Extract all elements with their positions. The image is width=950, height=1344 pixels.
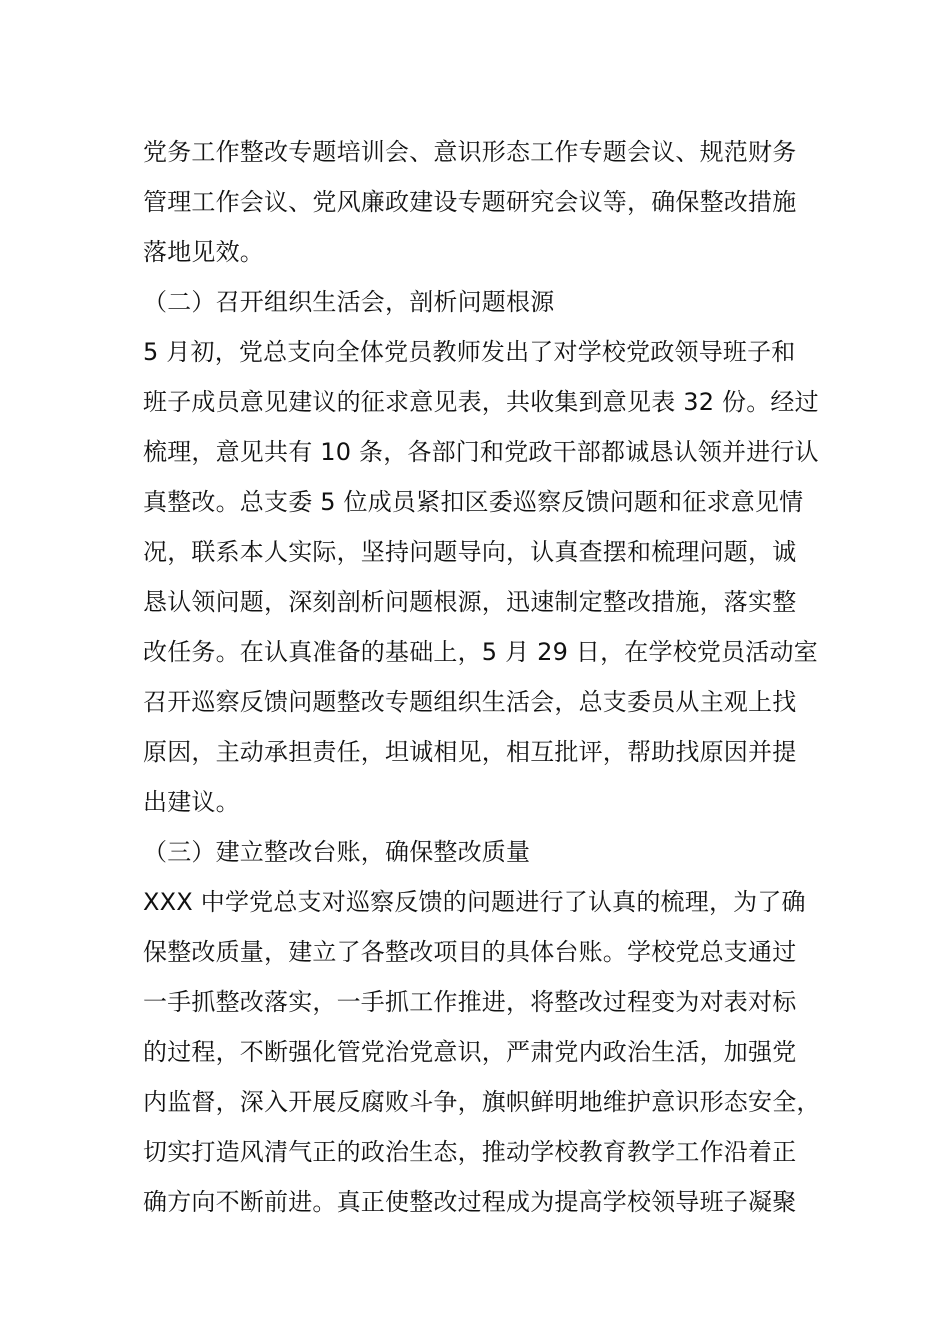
paragraph-line: XXX 中学党总支对巡察反馈的问题进行了认真的梳理，为了确: [143, 888, 806, 916]
paragraph-line: 党务工作整改专题培训会、意识形态工作专题会议、规范财务: [143, 138, 797, 166]
paragraph-line: 管理工作会议、党风廉政建设专题研究会议等，确保整改措施: [143, 188, 797, 216]
paragraph-line: 梳理，意见共有 10 条，各部门和党政干部都诚恳认领并进行认: [143, 438, 819, 466]
paragraph-line: 确方向不断前进。真正使整改过程成为提高学校领导班子凝聚: [143, 1188, 797, 1216]
section-heading: （二）召开组织生活会，剖析问题根源: [143, 288, 555, 316]
paragraph-line: 出建议。: [143, 788, 240, 816]
paragraph-line: 一手抓整改落实，一手抓工作推进，将整改过程变为对表对标: [143, 988, 797, 1016]
paragraph-line: 切实打造风清气正的政治生态，推动学校教育教学工作沿着正: [143, 1138, 797, 1166]
paragraph-line: 召开巡察反馈问题整改专题组织生活会，总支委员从主观上找: [143, 688, 797, 716]
section-heading: （三）建立整改台账，确保整改质量: [143, 838, 531, 866]
paragraph-line: 的过程，不断强化管党治党意识，严肃党内政治生活，加强党: [143, 1038, 797, 1066]
paragraph-line: 内监督，深入开展反腐败斗争，旗帜鲜明地维护意识形态安全，: [143, 1088, 821, 1116]
paragraph-line: 改任务。在认真准备的基础上，5 月 29 日，在学校党员活动室: [143, 638, 818, 666]
paragraph-line: 况，联系本人实际，坚持问题导向，认真查摆和梳理问题，诚: [143, 538, 797, 566]
paragraph-line: 班子成员意见建议的征求意见表，共收集到意见表 32 份。经过: [143, 388, 819, 416]
paragraph-line: 恳认领问题，深刻剖析问题根源，迅速制定整改措施，落实整: [143, 588, 797, 616]
paragraph-line: 原因，主动承担责任，坦诚相见，相互批评，帮助找原因并提: [143, 738, 797, 766]
paragraph-line: 落地见效。: [143, 238, 264, 266]
paragraph-line: 真整改。总支委 5 位成员紧扣区委巡察反馈问题和征求意见情: [143, 488, 804, 516]
paragraph-line: 保整改质量，建立了各整改项目的具体台账。学校党总支通过: [143, 938, 797, 966]
paragraph-line: 5 月初，党总支向全体党员教师发出了对学校党政领导班子和: [143, 338, 796, 366]
